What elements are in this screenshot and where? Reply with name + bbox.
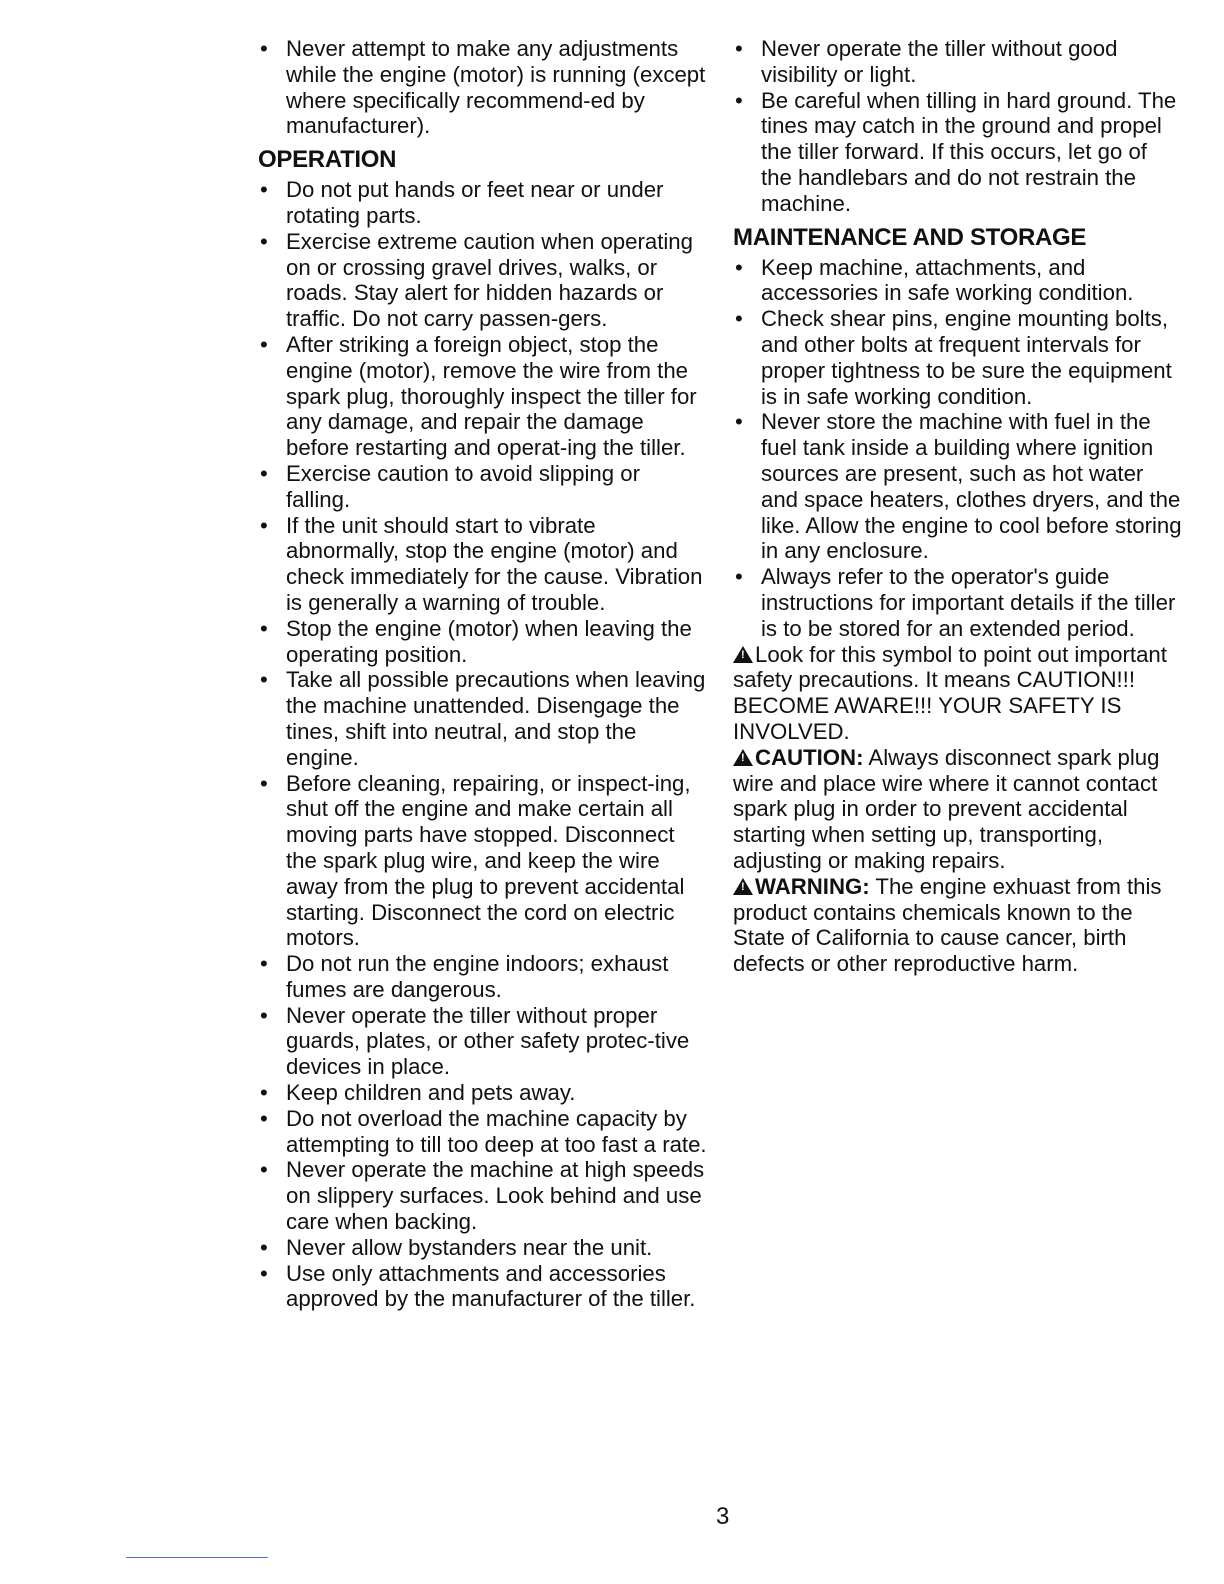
maintenance-list [733, 255, 1183, 642]
warning-label: WARNING: [755, 873, 870, 899]
list-item: • Never allow bystanders near the unit. [258, 1235, 710, 1261]
warning-text: The engine exhuast from this product contains chemicals known to the State of California to cause cancer, birth defects or other reproductive harm. [733, 873, 1162, 977]
list-item: • Keep machine, attachments, and accessories in safe working condition. [733, 255, 1183, 307]
list-item: • Always refer to the operator's guide instructions for important details if the tiller is to be stored for an extended period. [733, 564, 1183, 641]
list-item: • Take all possible precautions when leaving the machine unattended. Disengage the tines, shift into neutral, and stop the engine. [258, 667, 710, 770]
list-item: • Be careful when tilling in hard ground. The tines may catch in the ground and propel the tiller forward. If this occurs, let go of the handlebars and do not restrain the machine. [733, 88, 1183, 217]
list-item: • Do not put hands or feet near or under rotating parts. [258, 177, 710, 229]
caution-note [733, 745, 1183, 874]
list-item: • If the unit should start to vibrate abnormally, stop the engine (motor) and check immediately for the cause. Vibration is generally a warning of trouble. [258, 513, 710, 616]
symbol-note [733, 642, 1183, 745]
list-item: • Check shear pins, engine mounting bolts, and other bolts at frequent intervals for proper tightness to be sure the equipment is in safe working condition. [733, 306, 1183, 409]
intro-list-right [733, 36, 1183, 217]
warning-note [733, 874, 1183, 977]
caution-label: CAUTION: [755, 744, 864, 770]
symbol-note-text: Look for this symbol to point out important safety precautions. It means CAUTION!!! BECOME AWARE!!! YOUR SAFETY IS INVOLVED. [733, 641, 1167, 744]
operation-heading: OPERATION [258, 146, 397, 174]
warning-triangle-icon [733, 878, 753, 895]
right-column [733, 36, 1183, 977]
list-item: • Use only attachments and accessories approved by the manufacturer of the tiller. [258, 1261, 710, 1313]
list-item: • Before cleaning, repairing, or inspect-ing, shut off the engine and make certain all moving parts have stopped. Disconnect the spark plug wire, and keep the wire away from the plug to prevent accidental starting. Disconnect the cord on electric motors. [258, 771, 710, 952]
list-item: • Never attempt to make any adjustments while the engine (motor) is running (except where specifically recommend-ed by manufacturer). [258, 36, 710, 139]
maintenance-heading: MAINTENANCE AND STORAGE [733, 223, 1087, 251]
list-item: • Exercise caution to avoid slipping or falling. [258, 461, 710, 513]
warning-triangle-icon [733, 646, 753, 663]
list-item: • Do not run the engine indoors; exhaust fumes are dangerous. [258, 951, 710, 1003]
list-item: • Never operate the tiller without good visibility or light. [733, 36, 1183, 88]
list-item: • Never operate the machine at high speeds on slippery surfaces. Look behind and use care when backing. [258, 1157, 710, 1234]
caution-text: Always disconnect spark plug wire and place wire where it cannot contact spark plug in order to prevent accidental starting when setting up, transporting, adjusting or making repairs. [733, 744, 1160, 873]
list-item: • Keep children and pets away. [258, 1080, 710, 1106]
operation-list [258, 177, 710, 1312]
page-number: 3 [716, 1503, 730, 1530]
intro-list-left [258, 36, 710, 139]
list-item: • After striking a foreign object, stop the engine (motor), remove the wire from the spark plug, thoroughly inspect the tiller for any damage, and repair the damage before restarting and operat-ing the tiller. [258, 332, 710, 461]
list-item: • Exercise extreme caution when operating on or crossing gravel drives, walks, or roads. Stay alert for hidden hazards or traffic. Do not carry passen-gers. [258, 229, 710, 332]
list-item: • Do not overload the machine capacity by attempting to till too deep at too fast a rate. [258, 1106, 710, 1158]
warning-triangle-icon [733, 749, 753, 766]
list-item: • Stop the engine (motor) when leaving the operating position. [258, 616, 710, 668]
divider [126, 1557, 268, 1558]
list-item: • Never operate the tiller without proper guards, plates, or other safety protec-tive devices in place. [258, 1003, 710, 1080]
list-item: • Never store the machine with fuel in the fuel tank inside a building where ignition sources are present, such as hot water and space heaters, clothes dryers, and the like. Allow the engine to cool before storing in any enclosure. [733, 409, 1183, 564]
left-column [258, 36, 710, 1312]
